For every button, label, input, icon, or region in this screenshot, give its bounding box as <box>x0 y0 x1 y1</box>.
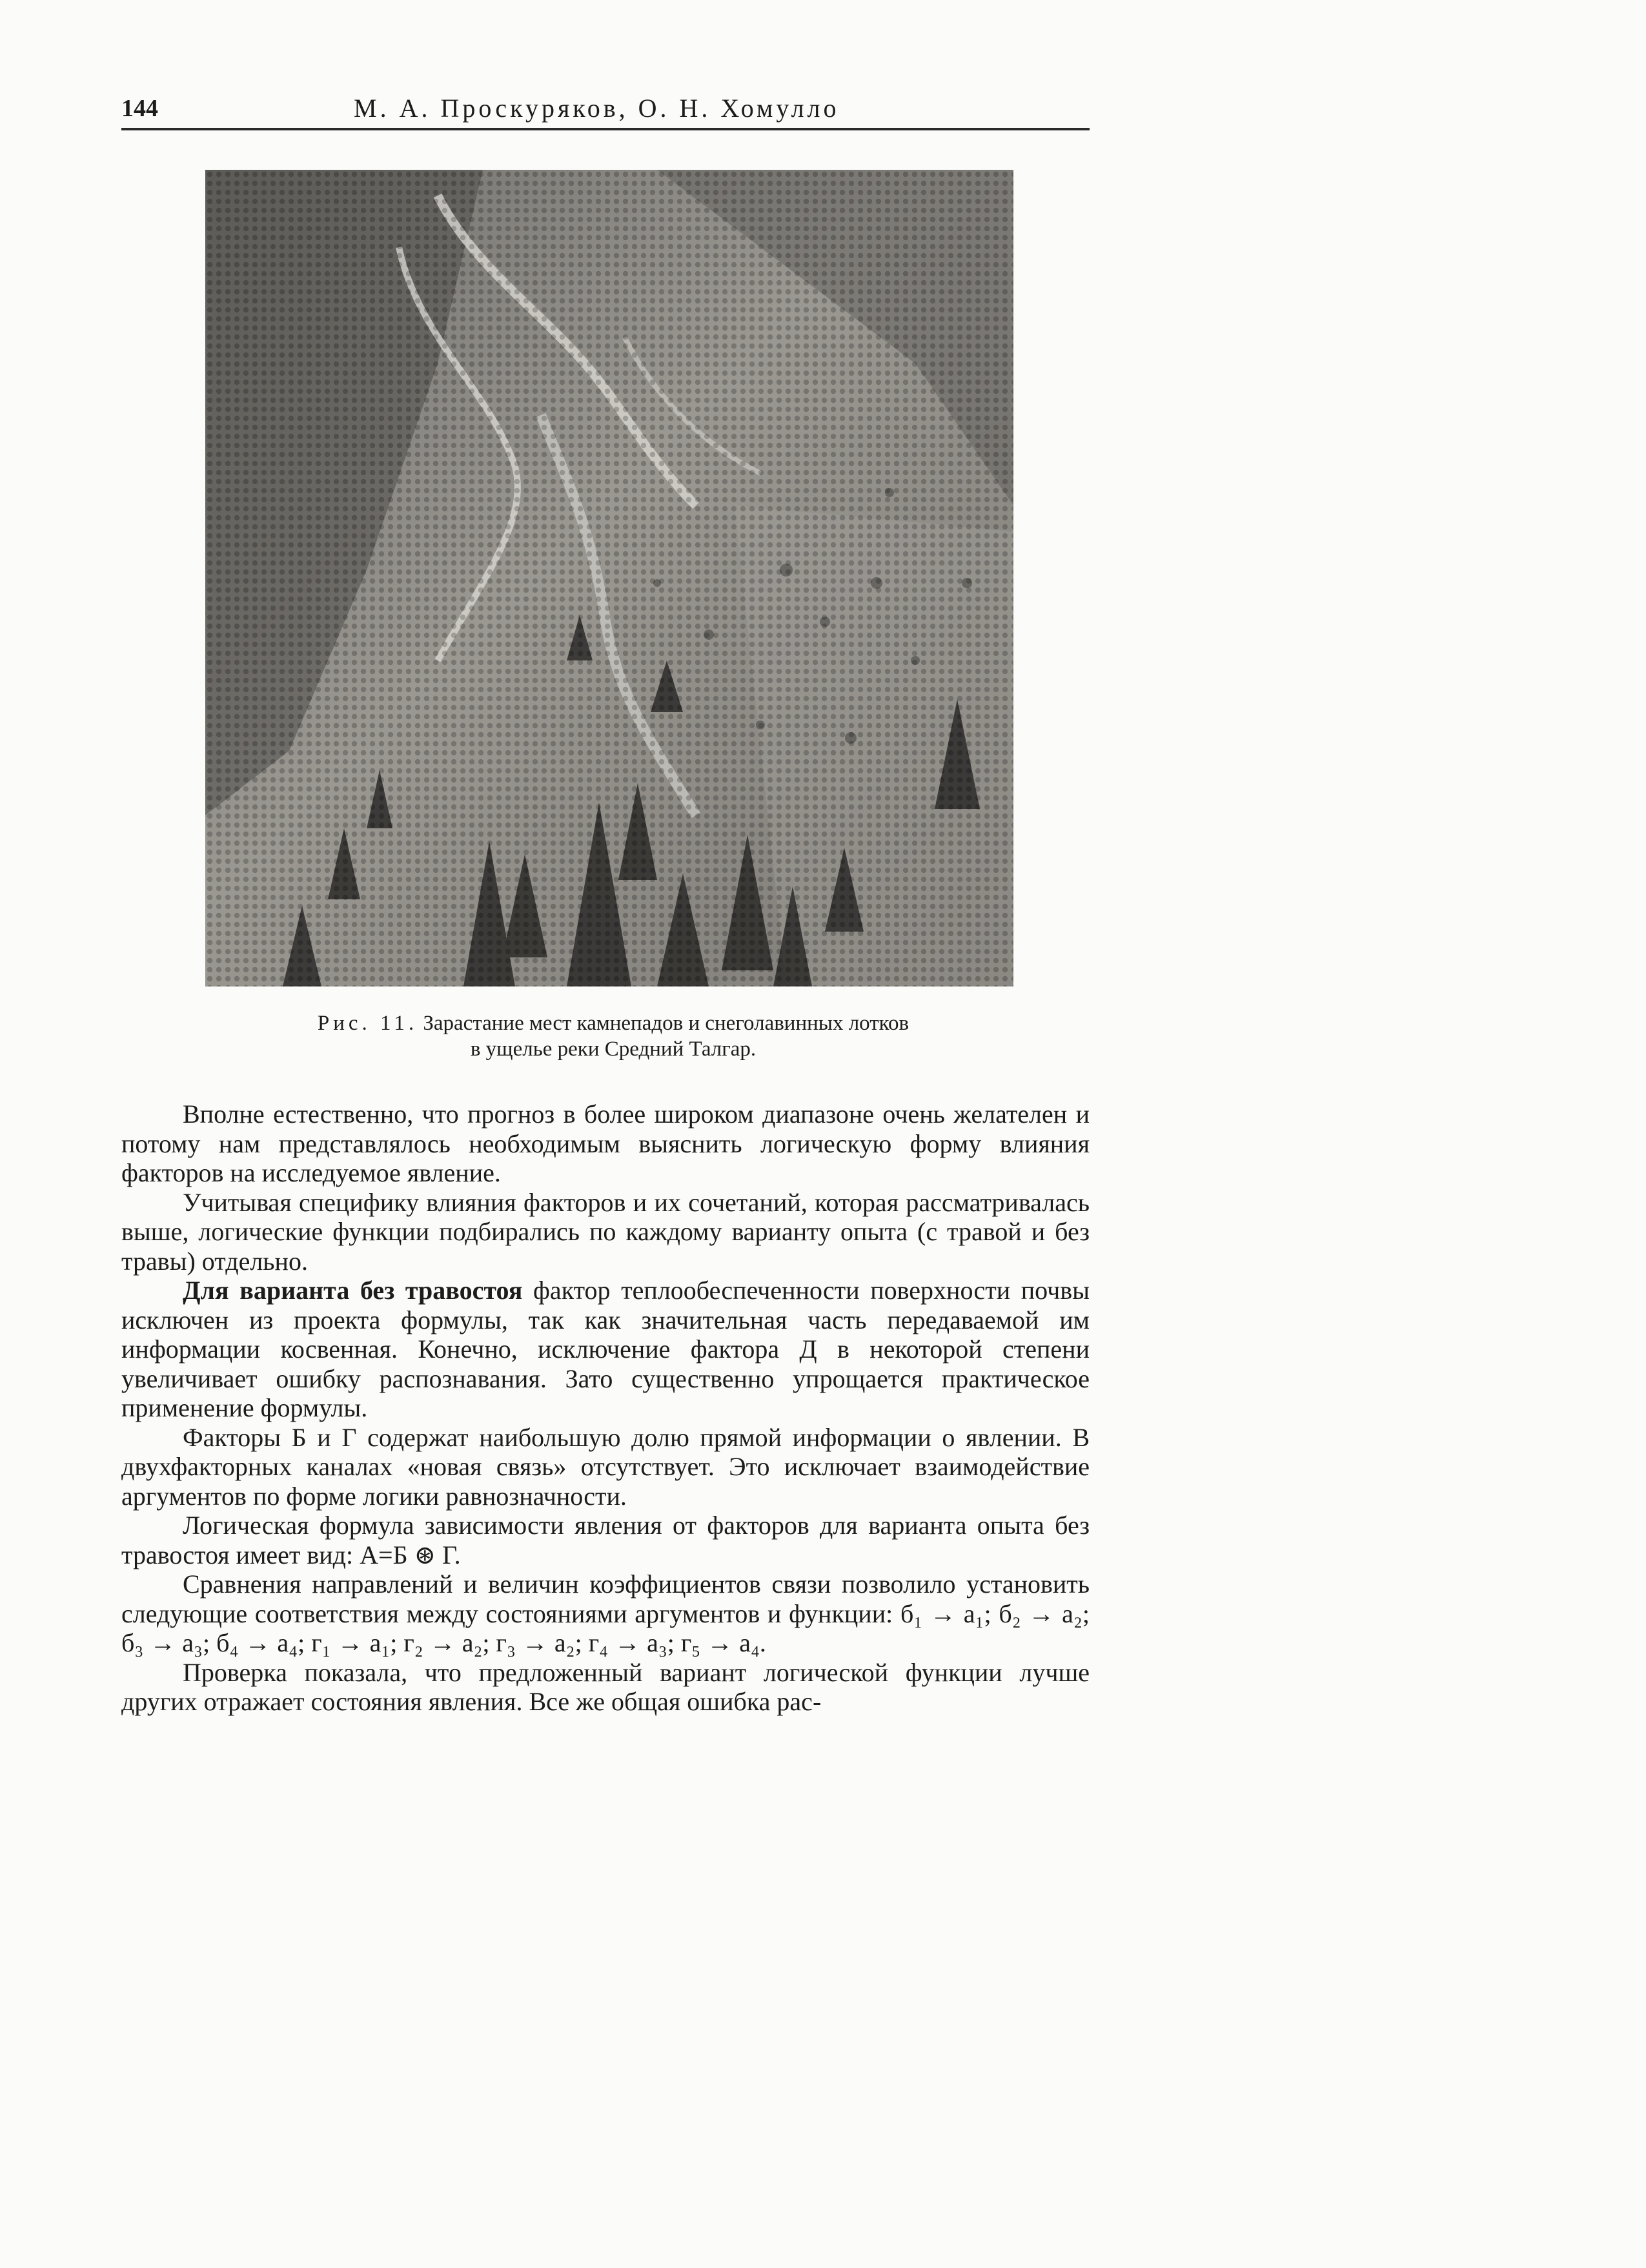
paragraph-lead: Для варианта без травостоя <box>183 1276 523 1305</box>
page-number: 144 <box>121 95 158 122</box>
paragraph: Вполне естественно, что прогноз в более широком диапазоне очень желателен и потому нам представлялось необходимым выяснить логическую форму влияния факторов на исследуемое явление. <box>121 1099 1090 1187</box>
figure-photo <box>205 170 1013 986</box>
caption-line-2: в ущелье реки Средний Талгар. <box>470 1037 757 1061</box>
caption-text-1: Зарастание мест камнепадов и снеголавинных лотков <box>423 1012 909 1035</box>
body-text <box>121 1099 1090 1717</box>
paragraph: Логическая формула зависимости явления от факторов для варианта опыта без травостоя имеет вид: А=Б ⊛ Г. <box>121 1511 1090 1569</box>
paragraph: Факторы Б и Г содержат наибольшую долю прямой информации о явлении. В двухфакторных каналах «новая связь» отсутствует. Это исключает взаимодействие аргументов по форме логики равнозначности. <box>121 1422 1090 1511</box>
mountain-slope-photo <box>205 170 1013 986</box>
figure-label: Рис. 11. <box>317 1012 418 1035</box>
paragraph: Проверка показала, что предложенный вариант логической функции лучше других отражает состояния явления. Все же общая ошибка рас- <box>121 1657 1090 1716</box>
figure-caption <box>187 1010 1039 1062</box>
running-header <box>121 89 1090 130</box>
paragraph-body: фактор теплообеспеченности поверхности почвы исключен из проекта формулы, так как значительная часть передаваемой им информации косвенная. Конечно, исключение фактора Д в некоторой степени увеличивает ошибку распознавания. Зато существенно упрощается практическое применение формулы. <box>121 1276 1090 1422</box>
paragraph <box>121 1276 1090 1423</box>
paragraph: Сравнения направлений и величин коэффициентов связи позволило установить следующие соответствия между состояниями аргументов и функции: б₁ → а₁; б₂ → а₂; б₃ → а₃; б₄ → а₄; г₁ → а₁; г₂ → а₂; г₃ → а₂; г₄ → а₃; г₅ → а₄. <box>121 1569 1090 1657</box>
caption-line-1 <box>187 1010 1039 1036</box>
paragraph: Учитывая специфику влияния факторов и их сочетаний, которая рассматривалась выше, логические функции подбирались по каждому варианту опыта (с травой и без травы) отдельно. <box>121 1187 1090 1276</box>
running-head-authors: М. А. Проскуряков, О. Н. Хомулло <box>354 94 840 123</box>
